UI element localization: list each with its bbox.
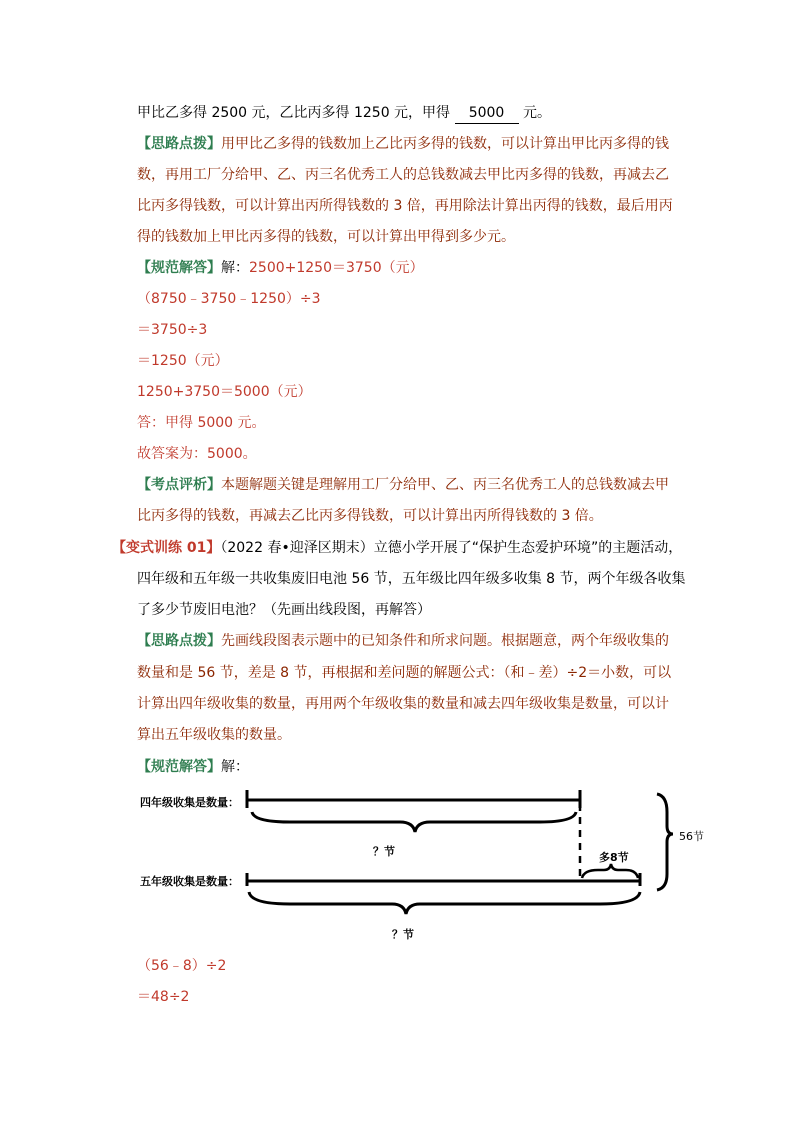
grade4-label: 四年级收集是数量： xyxy=(140,796,239,809)
review-line-1: 比丙多得的钱数，再减去乙比丙多得钱数，可以计算出丙所得钱数的 3 倍。 xyxy=(137,508,603,524)
tip1-line-0 xyxy=(137,134,669,154)
total-brace xyxy=(657,794,673,890)
segment-diagram xyxy=(130,782,720,952)
total-label: 56节 xyxy=(679,830,704,843)
solution1-tag: 【规范解答】 xyxy=(137,260,221,276)
solution1-answer: 答：甲得 5000 元。 xyxy=(137,415,266,431)
tip2-text: 先画线段图表示题中的已知条件和所求问题。根据题意，两个年级收集的 xyxy=(221,633,669,649)
solution2-tag: 【规范解答】 xyxy=(137,759,221,775)
grade5-question: ？节 xyxy=(392,928,414,941)
tip1-line-2: 比丙多得钱数，可以计算出丙所得钱数的 3 倍，再用除法计算出丙得的钱数，最后用丙 xyxy=(137,198,673,214)
review-line-0 xyxy=(137,475,669,495)
solution1-lead: 解： xyxy=(221,260,249,276)
tip2-line-0 xyxy=(137,631,669,651)
tip1-tag: 【思路点拨】 xyxy=(137,136,221,152)
solution2-step: ＝48÷2 xyxy=(137,989,190,1005)
exercise-line-2: 了多少节废旧电池？（先画出线段图，再解答） xyxy=(137,602,431,618)
solution1-step: ＝3750÷3 xyxy=(137,322,208,338)
exercise-text: （2022 春•迎泽区期末）立德小学开展了“保护生态爱护环境”的主题活动， xyxy=(220,540,683,556)
diff-brace xyxy=(582,864,638,878)
solution1-step: 1250+3750＝5000（元） xyxy=(137,384,312,400)
tip2-tag: 【思路点拨】 xyxy=(137,633,221,649)
grade5-brace xyxy=(249,892,640,914)
solution1-final: 故答案为：5000。 xyxy=(137,446,257,462)
tip2-line-3: 算出五年级收集的数量。 xyxy=(137,727,291,743)
solution2-header xyxy=(137,757,249,777)
tip2-line-1: 数量和是 56 节，差是 8 节，再根据和差问题的解题公式：（和﹣差）÷2＝小数，可以 xyxy=(137,665,672,681)
solution1-step: （8750﹣3750﹣1250）÷3 xyxy=(137,291,321,307)
intro-answer: 5000 xyxy=(455,103,519,124)
intro-prefix: 甲比乙多得 2500 元，乙比丙多得 1250 元，甲得 xyxy=(137,105,451,121)
exercise-tag: 【变式训练 01】 xyxy=(112,540,221,556)
tip2-line-2: 计算出四年级收集的数量，再用两个年级收集的数量和减去四年级收集是数量，可以计 xyxy=(137,696,669,712)
tip1-line-1: 数，再用工厂分给甲、乙、丙三名优秀工人的总钱数减去甲比丙多得的钱数，再减去乙 xyxy=(137,167,669,183)
solution2-lead: 解： xyxy=(221,759,249,775)
diff-label: 多8节 xyxy=(599,851,629,864)
solution1-header xyxy=(137,258,424,278)
grade5-label: 五年级收集是数量： xyxy=(140,875,239,888)
tip1-text: 用甲比乙多得的钱数加上乙比丙多得的钱数，可以计算出甲比丙多得的钱 xyxy=(221,136,669,152)
solution2-step: （56﹣8）÷2 xyxy=(137,958,227,974)
review-tag: 【考点评析】 xyxy=(137,477,221,493)
grade4-brace xyxy=(252,812,576,832)
intro-line xyxy=(137,103,551,124)
exercise-line-0 xyxy=(112,538,682,558)
tip1-line-3: 得的钱数加上甲比丙多得的钱数，可以计算出甲得到多少元。 xyxy=(137,229,515,245)
exercise-line-1: 四年级和五年级一共收集废旧电池 56 节，五年级比四年级多收集 8 节，两个年级各收集 xyxy=(137,571,686,587)
grade4-question: ？节 xyxy=(373,845,395,858)
review-text: 本题解题关键是理解用工厂分给甲、乙、丙三名优秀工人的总钱数减去甲 xyxy=(221,477,669,493)
intro-suffix: 元。 xyxy=(522,105,551,121)
solution1-step: ＝1250（元） xyxy=(137,353,229,369)
solution1-step: 2500+1250＝3750（元） xyxy=(249,260,424,276)
